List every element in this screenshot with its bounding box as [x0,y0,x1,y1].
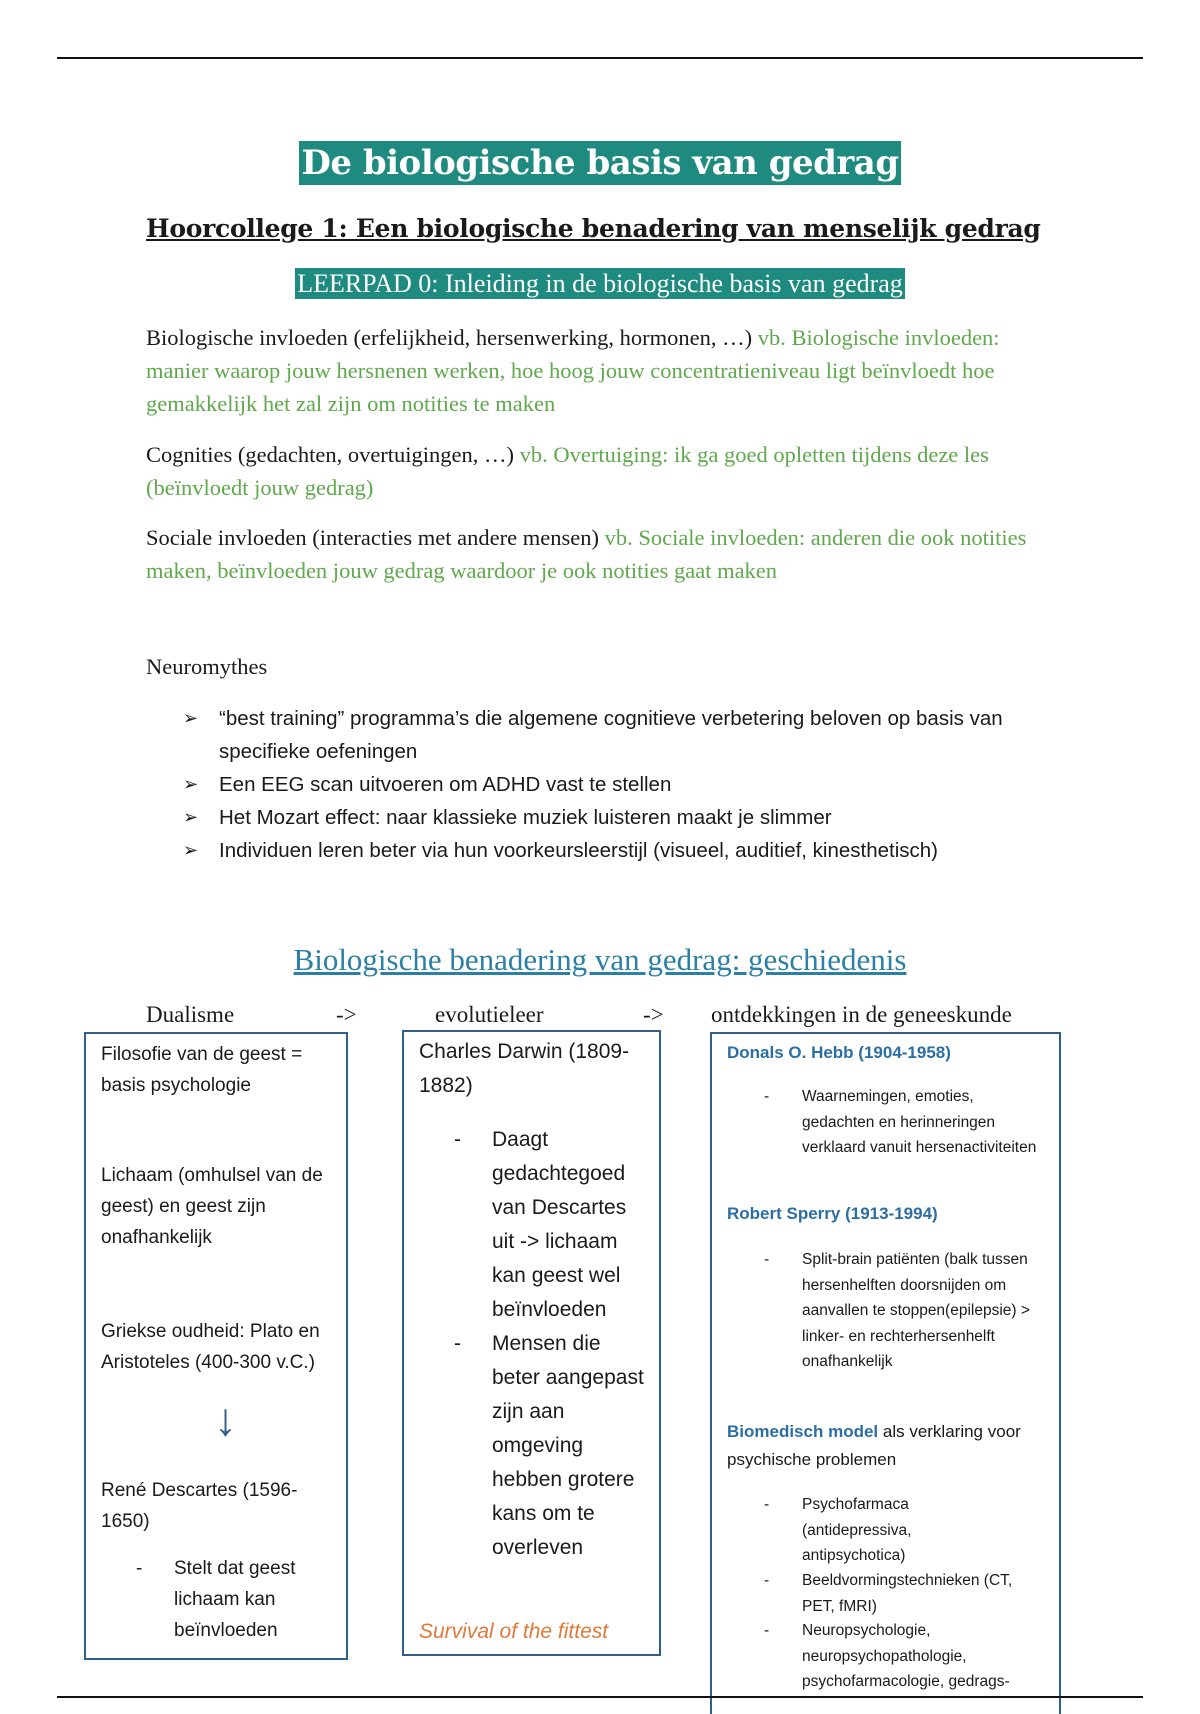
hebb-heading: Donals O. Hebb (1904-1958) [727,1043,951,1062]
box-text: Waarnemingen, emoties, gedachten en herinneringen verklaard vanuit hersenactiviteiten [802,1088,1037,1156]
box-geneeskunde [710,1032,1061,1714]
list-item: ➢ “best training” programma’s die algemene cognitieve verbetering beloven op basis van specifieke oefeningen [183,702,1083,768]
box-evolutieleer [402,1030,661,1656]
example-text: vb. Sociale invloeden: anderen die ook notities maken, beïnvloeden jouw gedrag waardoor je ook notities gaat maken [146,525,1027,583]
arrow-bullet-icon: ➢ [183,708,199,728]
neuromythes-list [183,702,1083,867]
down-arrow-icon: ↓ [214,1393,237,1445]
box-text: Lichaam (omhulsel van de geest) en geest zijn onafhankelijk [101,1165,323,1248]
example-text: vb. Overtuiging: ik ga goed opletten tijdens deze les (beïnvloedt jouw gedrag) [146,442,989,500]
box-text: Griekse oudheid: Plato en Aristoteles (400-300 v.C.) [101,1321,320,1373]
column-arrow-1: -> [336,1002,357,1027]
paragraph-social: Sociale invloeden (interacties met andere mensen) vb. Sociale invloeden: anderen die ook notities maken, beïnvloeden jouw gedrag waardoor je ook notities gaat maken [146,525,1027,583]
dash-bullet-icon: - [136,1558,143,1579]
arrow-bullet-icon: ➢ [183,807,199,827]
paragraph-cognitions: Cognities (gedachten, overtuigingen, …) vb. Overtuiging: ik ga goed opletten tijdens deze les (beïnvloedt jouw gedrag) [146,442,989,500]
box-text: Filosofie van de geest = basis psychologie [101,1044,303,1096]
survival-footer: Survival of the fittest [419,1620,609,1643]
example-text: vb. Biologische invloeden: manier waarop jouw hersnenen werken, hoe hoog jouw concentratieniveau ligt beïnvloedt hoe gemakkelijk het zal zijn om notities te maken [146,325,1000,416]
paragraph-biological: Biologische invloeden (erfelijkheid, hersenwerking, hormonen, …) vb. Biologische invloeden: manier waarop jouw hersnenen werken, hoe hoog jouw concentratieniveau ligt beïnvloedt hoe gemakkelijk het zal zijn om notities te maken [146,325,1000,416]
bottom-rule [57,1696,1143,1698]
leerpad-heading: LEERPAD 0: Inleiding in de biologische basis van gedrag [297,269,903,298]
darwin-name: Charles Darwin (1809-1882) [419,1040,630,1097]
sperry-heading: Robert Sperry (1913-1994) [727,1204,938,1223]
arrow-bullet-icon: ➢ [183,840,199,860]
neuromythes-heading: Neuromythes [146,654,268,679]
column-header-geneeskunde: ontdekkingen in de geneeskunde [711,1002,1012,1027]
column-arrow-2: -> [643,1002,664,1027]
box-text: Split-brain patiënten (balk tussen hersenhelften doorsnijden om aanvallen te stoppen(epilepsie) > linker- en rechterhersenhelft onafhankelijk [802,1251,1030,1370]
arrow-bullet-icon: ➢ [183,774,199,794]
list-item: ➢ Het Mozart effect: naar klassieke muziek luisteren maakt je slimmer [183,801,1083,834]
column-header-dualisme: Dualisme [146,1002,235,1027]
dash-bullet-icon: - [454,1332,461,1355]
dash-bullet-icon: - [764,1088,770,1105]
dash-bullet-icon: - [764,1496,770,1513]
dash-bullet-icon: - [454,1128,461,1151]
page-title: De biologische basis van gedrag [301,143,899,183]
box-text: Neuropsychologie, neuropsychopathologie, psychofarmacologie, gedrags- [802,1622,1010,1690]
dash-bullet-icon: - [764,1622,770,1639]
biomedisch-heading: Biomedisch model als verklaring voor psychische problemen [727,1422,1021,1469]
column-header-evolutieleer: evolutieleer [435,1002,544,1027]
box-text: Psychofarmaca (antidepressiva, antipsychotica) [802,1496,912,1564]
lecture-subtitle: Hoorcollege 1: Een biologische benadering van menselijk gedrag [146,214,1041,243]
list-item: ➢ Een EEG scan uitvoeren om ADHD vast te stellen [183,768,1083,801]
box-text: Mensen die beter aangepast zijn aan omgeving hebben grotere kans om te overleven [492,1332,644,1559]
box-text: Beeldvormingstechnieken (CT, PET, fMRI) [802,1572,1013,1615]
box-text: Stelt dat geest lichaam kan beïnvloeden [174,1558,296,1641]
dash-bullet-icon: - [764,1251,770,1268]
dash-bullet-icon: - [764,1572,770,1589]
box-text: René Descartes (1596-1650) [101,1480,298,1532]
box-dualisme [84,1032,348,1660]
list-item: ➢ Individuen leren beter via hun voorkeursleerstijl (visueel, auditief, kinesthetisch) [183,834,1083,867]
box-text: Daagt gedachtegoed van Descartes uit -> lichaam kan geest wel beïnvloeden [492,1128,627,1321]
history-section-title: Biologische benadering van gedrag: geschiedenis [293,942,907,977]
top-rule [57,57,1143,59]
